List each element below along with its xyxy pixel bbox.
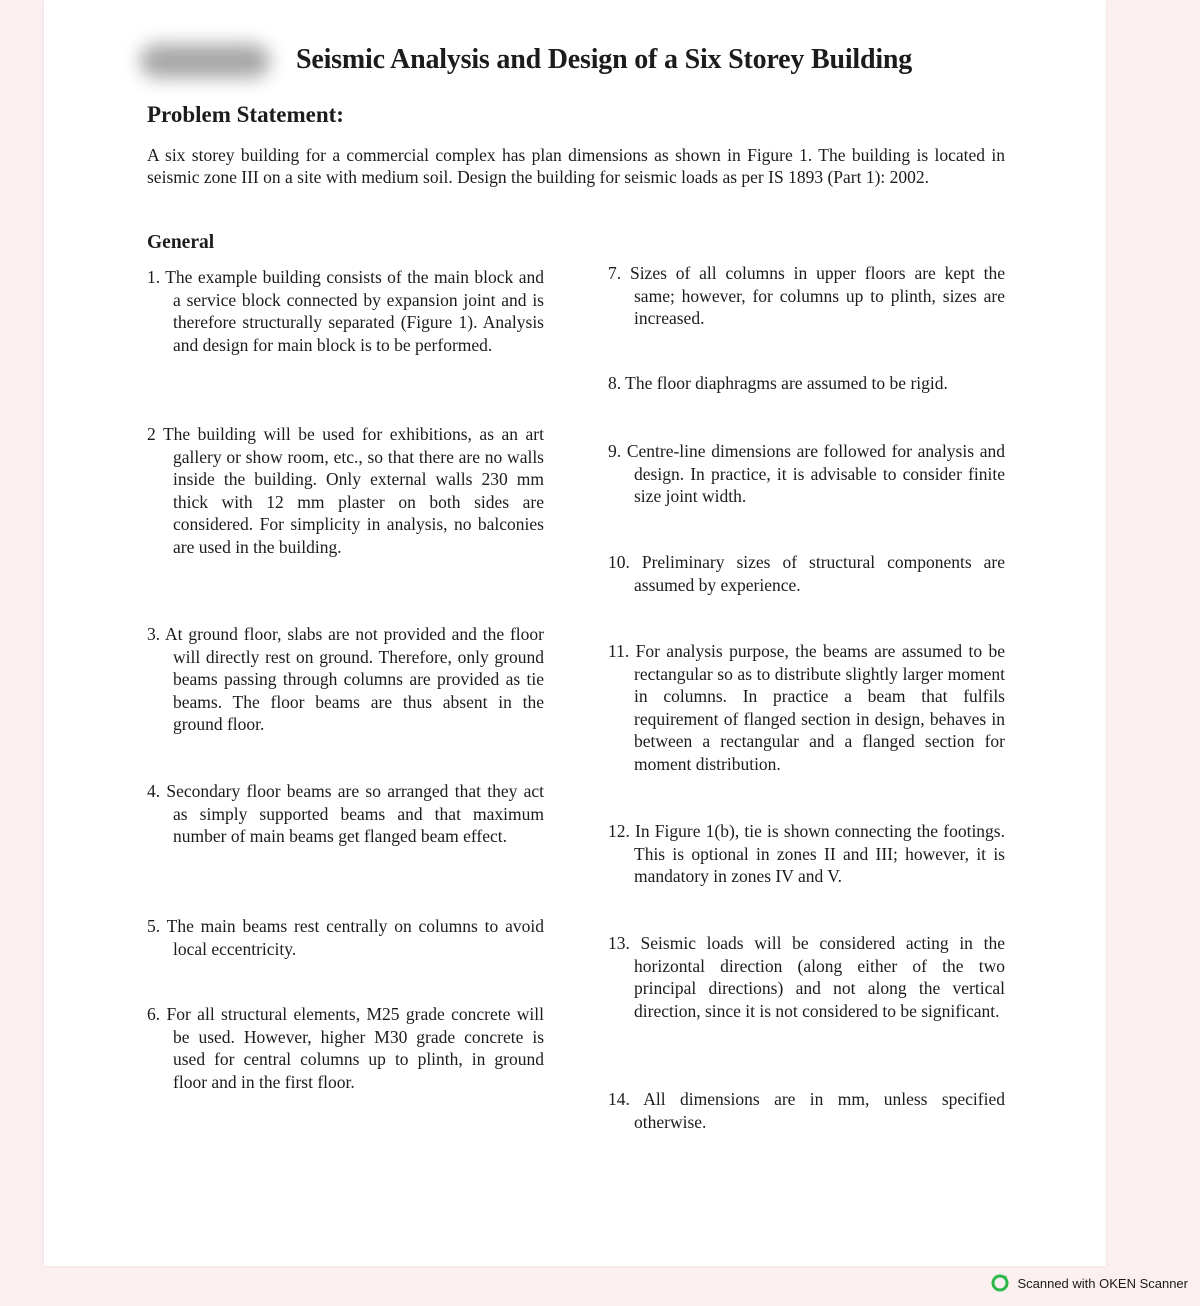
scanner-watermark-text: Scanned with OKEN Scanner <box>1017 1275 1188 1291</box>
list-item-1: 1. The example building consists of the main block and a service block connected by expansion joint and is therefore structurally separated (Figure 1). Analysis and design for main block is to be performed. <box>147 267 544 355</box>
list-item-10: 10. Preliminary sizes of structural components are assumed by experience. <box>608 552 1005 595</box>
general-heading: General <box>147 232 215 253</box>
list-item-2: 2 The building will be used for exhibitions, as an art gallery or show room, etc., so that there are no walls inside the building. Only external walls 230 mm thick with 12 mm plaster on both sides are considered. For simplicity in analysis, no balconies are used in the building. <box>147 424 544 557</box>
redacted-blur <box>140 44 270 78</box>
list-item-3: 3. At ground floor, slabs are not provided and the floor will directly rest on ground. Therefore, only ground beams passing through columns are provided as tie beams. The floor beams are thus absent in the ground floor. <box>147 624 544 734</box>
scanner-watermark <box>991 1274 1188 1292</box>
list-item-11: 11. For analysis purpose, the beams are assumed to be rectangular so as to distribute slightly larger moment in columns. In practice a beam that fulfils requirement of flanged section in design, behaves in between a rectangular and a flanged section for moment distribution. <box>608 641 1005 774</box>
list-item-8: 8. The floor diaphragms are assumed to be rigid. <box>608 373 948 393</box>
list-item-4: 4. Secondary floor beams are so arranged that they act as simply supported beams and that maximum number of main beams get flanged beam effect. <box>147 781 544 846</box>
problem-statement-heading: Problem Statement: <box>147 102 344 127</box>
oken-scanner-logo-icon <box>991 1274 1009 1292</box>
problem-statement-text: A six storey building for a commercial complex has plan dimensions as shown in Figure 1. The building is located in seismic zone III on a site with medium soil. Design the building for seismic loads as per IS 1893 (Part 1): 2002. <box>147 145 1005 187</box>
list-item-9: 9. Centre-line dimensions are followed for analysis and design. In practice, it is advisable to consider finite size joint width. <box>608 441 1005 506</box>
list-item-13: 13. Seismic loads will be considered acting in the horizontal direction (along either of the two principal directions) and not along the vertical direction, since it is not considered to be significant. <box>608 933 1005 1021</box>
list-item-5: 5. The main beams rest centrally on columns to avoid local eccentricity. <box>147 916 544 959</box>
list-item-14: 14. All dimensions are in mm, unless specified otherwise. <box>608 1089 1005 1132</box>
list-item-12: 12. In Figure 1(b), tie is shown connecting the footings. This is optional in zones II and III; however, it is mandatory in zones IV and V. <box>608 821 1005 886</box>
list-item-6: 6. For all structural elements, M25 grade concrete will be used. However, higher M30 grade concrete is used for central columns up to plinth, in ground floor and in the first floor. <box>147 1004 544 1092</box>
list-item-7: 7. Sizes of all columns in upper floors are kept the same; however, for columns up to plinth, sizes are increased. <box>608 263 1005 328</box>
document-title: Seismic Analysis and Design of a Six Storey Building <box>296 44 913 75</box>
